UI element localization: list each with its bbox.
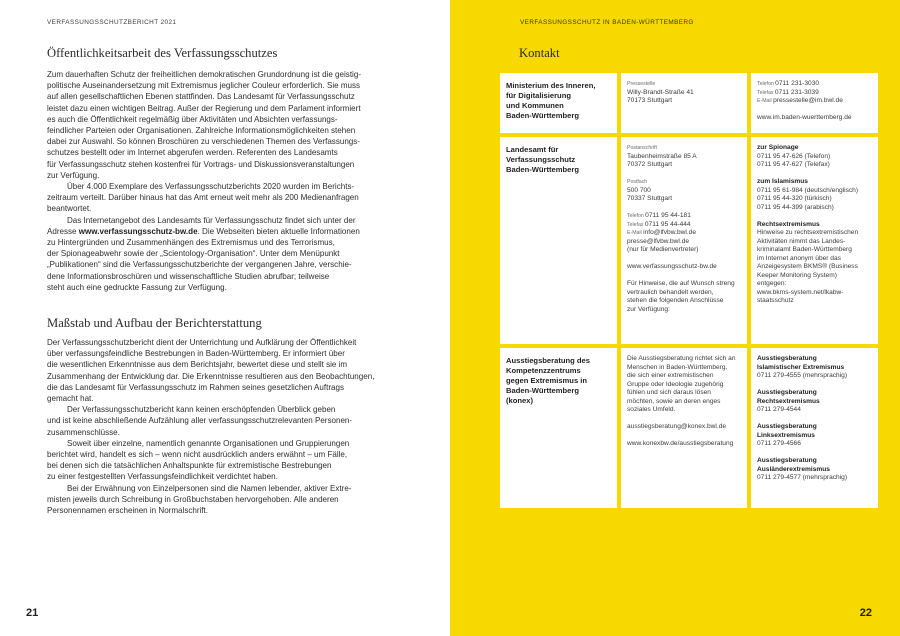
contact-link[interactable]: www.im.baden-wuerttemberg.de <box>757 114 852 121</box>
right-page <box>450 0 900 636</box>
contact-value: 0711 95 44-181 <box>645 212 691 219</box>
text-line: Der Verfassungsschutzbericht dient der Unterrichtung und Aufklärung der Öffentlichkeit <box>47 338 357 347</box>
contact-line <box>757 144 872 153</box>
contact-line <box>627 355 741 364</box>
contact-line <box>627 406 741 415</box>
contact-numbers <box>751 137 878 344</box>
contact-line <box>757 272 872 281</box>
text-line: es auch die Öffentlichkeit regelmäßig über Aktivitäten und Absichten verfassungs- <box>47 114 338 124</box>
contact-value: 70173 Stuttgart <box>627 97 673 104</box>
contact-value: 0711 95 44-320 (türkisch) <box>757 195 832 202</box>
contact-line <box>757 221 872 230</box>
contact-link[interactable]: pressestelle@im.bwl.de <box>773 97 843 104</box>
text-line: zusammenschlüsse. <box>47 427 120 437</box>
field-label: Telefon <box>757 81 776 87</box>
organization-name-line: Baden-Württemberg <box>506 386 579 395</box>
field-label: Telefax <box>627 221 645 228</box>
spacer <box>627 170 741 179</box>
text-span: Adresse <box>47 226 79 236</box>
contact-line <box>627 306 741 315</box>
contact-value: stehen die folgenden Anschlüsse <box>627 297 724 304</box>
contact-line <box>627 246 741 255</box>
contact-line <box>627 80 741 89</box>
contact-line <box>757 161 872 170</box>
contact-line <box>627 381 741 390</box>
contact-link[interactable]: www.verfassungsschutz-bw.de <box>627 263 717 270</box>
contact-value: 0711 231-3039 <box>774 88 819 96</box>
text-line: über verfassungsfeindliche Bestrebungen in Baden-Württemberg. Er informiert über <box>47 349 345 359</box>
organization-name-line: und Kommunen <box>506 101 564 110</box>
contact-link[interactable]: info@lfvbw.bwl.de <box>643 229 697 236</box>
contact-value: vertraulich behandelt werden, <box>627 288 714 296</box>
contact-line <box>627 221 741 230</box>
organization-name-line: Baden-Württemberg <box>506 111 579 120</box>
contact-line <box>627 161 741 170</box>
paragraph <box>47 181 397 215</box>
running-head-left: VERFASSUNGSSCHUTZBERICHT 2021 <box>47 19 177 26</box>
contact-subheading: Linksextremismus <box>757 431 815 439</box>
text-line: berichtet wird, handelt es sich – wenn nicht ausdrücklich anders erwähnt – um Fälle, <box>47 450 348 460</box>
organization-name-line: Baden-Württemberg <box>506 165 579 174</box>
text-line: für Verfassungsschutz stehen kostenfrei für Vortrags- und Diskussionsveranstaltungen <box>47 159 355 169</box>
contact-subheading: Islamistischer Extremismus <box>757 363 845 371</box>
contact-subheading: zum Islamismus <box>757 178 808 185</box>
contact-line <box>627 423 741 432</box>
contact-line <box>627 297 741 306</box>
contact-line <box>757 406 872 415</box>
contact-line <box>757 466 872 475</box>
contact-line <box>627 238 741 247</box>
contact-value: (nur für Medienvertreter) <box>627 246 699 253</box>
text-line: zeitraum verteilt. Darüber hinaus hat das Amt erneut weit mehr als 200 Medienanfragen <box>47 193 359 203</box>
contact-line <box>627 229 741 238</box>
contact-link[interactable]: www.konexbw.de/ausstiegsberatung <box>627 440 734 447</box>
contact-row-konex <box>500 348 878 508</box>
spacer <box>757 449 872 458</box>
contact-line <box>627 153 741 162</box>
contact-line <box>757 440 872 449</box>
contact-line <box>627 97 741 106</box>
contact-numbers <box>751 73 878 133</box>
contact-value: staatsschutz <box>757 297 794 304</box>
heading-oeffentlichkeitsarbeit: Öffentlichkeitsarbeit des Verfassungsschutzes <box>47 46 278 60</box>
text-line: zur Verfügung. <box>47 170 100 180</box>
contact-value: 0711 279-4555 (mehrsprachig) <box>757 372 848 379</box>
contact-value: Aktivitäten nimmt das Landes- <box>757 237 846 245</box>
contact-line <box>627 212 741 221</box>
section-oeffentlichkeitsarbeit-text <box>47 69 397 293</box>
paragraph <box>47 404 397 438</box>
contact-value: Hinweise zu rechtsextremistischen <box>757 229 859 236</box>
text-line: Bei der Erwähnung von Einzelpersonen sind die Namen lebender, aktiver Extre- <box>67 483 352 493</box>
contact-line <box>757 80 872 89</box>
contact-value: 0711 231-3030 <box>775 80 820 87</box>
spacer <box>757 170 872 179</box>
website-link[interactable]: www.verfassungsschutz-bw.de <box>78 226 198 236</box>
contact-line <box>757 280 872 289</box>
contact-subheading: Ausstiegsberatung <box>757 423 817 430</box>
organization-name-line: gegen Extremismus in <box>506 376 588 385</box>
field-label: E-Mail <box>627 230 644 236</box>
contact-line <box>757 389 872 398</box>
contact-row-landesamt <box>500 137 878 344</box>
text-line: die wesentlichen Erkenntnisse aus dem Berichtsjahr, bewertet diese und stellt sie im <box>47 360 348 370</box>
text-line: schutzes bestellt oder im Internet abgerufen werden. Referenten des Landesamts <box>47 148 338 158</box>
contact-line <box>757 178 872 187</box>
contact-line <box>627 144 741 153</box>
contact-subheading: Rechtsextremismus <box>757 220 820 228</box>
contact-value: die sich einer extremistischen <box>627 372 714 379</box>
contact-details <box>621 73 747 133</box>
contact-subheading: zur Spionage <box>757 144 799 151</box>
section-massstab-text <box>47 337 397 516</box>
contact-row-ministerium <box>500 73 878 133</box>
contact-value: möchten, sowie an deren enges <box>627 397 721 405</box>
contact-line <box>627 440 741 449</box>
contact-line <box>757 263 872 272</box>
organization-name-line: Landesamt für <box>506 145 559 154</box>
paragraph <box>47 438 397 483</box>
contact-line <box>757 255 872 264</box>
contact-line <box>757 355 872 364</box>
contact-value: Menschen in Baden-Württemberg, <box>627 363 728 371</box>
contact-value: Die Ausstiegsberatung richtet sich an <box>627 355 736 362</box>
contact-details <box>621 348 747 508</box>
contact-value: kriminalamt Baden-Württemberg <box>757 246 852 253</box>
contact-line <box>757 229 872 238</box>
text-line: zu Hintergründen und Zusammenhängen des Extremismus und des Terrorismus, <box>47 238 335 248</box>
contact-value: 0711 95 44-444 <box>644 220 691 228</box>
contact-line <box>627 372 741 381</box>
contact-organization <box>500 137 617 344</box>
contact-value: Willy-Brandt-Straße 41 <box>627 88 694 96</box>
contact-line <box>757 238 872 247</box>
text-line: Der Verfassungsschutzbericht kann keinen erschöpfenden Überblick geben <box>67 405 336 415</box>
contact-details <box>621 137 747 344</box>
heading-kontakt: Kontakt <box>519 46 560 60</box>
text-span <box>47 238 352 292</box>
paragraph <box>47 69 397 181</box>
text-line: auf allen gesellschaftlichen Ebenen stattfinden. Das Landesamt für Verfassungsschutz <box>47 92 355 102</box>
contact-subheading: Ausstiegsberatung <box>757 457 817 464</box>
contact-line <box>757 297 872 306</box>
text-line: Zum dauerhaften Schutz der freiheitlichen demokratischen Grundordnung ist die geistig- <box>47 70 362 79</box>
paragraph <box>47 215 397 293</box>
contact-line <box>757 114 872 123</box>
field-label: Postfach <box>627 179 648 185</box>
text-line: Über 4.000 Exemplare des Verfassungsschutzberichts 2020 wurden im Berichts- <box>67 182 355 192</box>
contact-value: im Internet anonym über das <box>757 254 841 262</box>
contact-subheading: Rechtsextremismus <box>757 397 820 405</box>
contact-line <box>627 263 741 272</box>
contact-value: 70337 Stuttgart <box>627 195 673 202</box>
contact-value: fühlen und sich daraus lösen <box>627 389 711 396</box>
spacer <box>757 381 872 390</box>
spacer <box>757 415 872 424</box>
organization-name-line: Ministerium des Inneren, <box>506 81 596 90</box>
contact-value: soziales Umfeld. <box>627 406 676 413</box>
text-line: misten jeweils durch Schreibung in Großbuchstaben hervorgehoben. Alle anderen <box>47 494 339 504</box>
contact-line <box>627 178 741 187</box>
text-line: bei denen sich die tatsächlichen Anhaltspunkte für extremistische Bestrebungen <box>47 461 332 471</box>
contact-line <box>757 474 872 483</box>
contact-line <box>627 195 741 204</box>
contact-organization <box>500 73 617 133</box>
field-label: E-Mail <box>757 98 774 104</box>
spacer <box>757 106 872 115</box>
text-line: gemacht hat. <box>47 394 94 404</box>
contact-line <box>757 97 872 106</box>
contact-subheading: Ausstiegsberatung <box>757 355 817 362</box>
contact-line <box>757 364 872 373</box>
paragraph <box>47 483 397 517</box>
text-line: zu einer festgestellten Verfassungsfeindlichkeit verdichtet haben. <box>47 472 278 482</box>
organization-name-line: (konex) <box>506 396 534 405</box>
contact-value: zur Verfügung: <box>627 305 670 313</box>
contact-link[interactable]: ausstiegsberatung@konex.bwl.de <box>627 423 727 430</box>
text-span: . Die Webseiten bieten aktuelle Informationen <box>197 226 360 236</box>
organization-name-line: Kompetenzzentrums <box>506 366 581 375</box>
heading-massstab: Maßstab und Aufbau der Berichterstattung <box>47 316 262 330</box>
contact-value: Gruppe oder Ideologie zugehörig <box>627 380 724 388</box>
contact-value: 70372 Stuttgart <box>627 161 673 168</box>
spacer <box>627 255 741 264</box>
text-line: dene Informationsbroschüren und wissenschaftliche Studien abrufbar; teilweise <box>47 271 330 281</box>
field-label: Telefon <box>627 213 646 219</box>
contact-line <box>757 457 872 466</box>
contact-line <box>757 372 872 381</box>
contact-value: 500 700 <box>627 186 651 194</box>
text-line: und ist keine abschließende Aufzählung aller verfassungsschutzrelevanten Personen- <box>47 416 353 426</box>
running-head-right: VERFASSUNGSSCHUTZ IN BADEN-WÜRTTEMBERG <box>520 19 694 26</box>
spacer <box>757 212 872 221</box>
contact-line <box>627 364 741 373</box>
text-line: beantwortet. <box>47 204 92 214</box>
text-line: feindlicher Parteien oder Organisationen. Zahlreiche Informationsmöglichkeiten stehen <box>47 126 356 136</box>
contact-line <box>627 289 741 298</box>
text-line: Personennamen erscheinen in Normalschrift. <box>47 506 209 516</box>
contact-line <box>757 246 872 255</box>
spacer <box>627 432 741 441</box>
text-line: politische Auseinandersetzung mit Extremismus jeglicher Couleur erforderlich. Sie muss <box>47 81 361 91</box>
contact-line <box>757 398 872 407</box>
organization-name-line: Verfassungsschutz <box>506 155 576 164</box>
text-line: Zusammenhang der Entwicklung dar. Die Erkenntnisse resultieren aus den Beobachtungen, <box>47 371 375 381</box>
text-line: leistet dazu einen wichtigen Beitrag. Außer der Regierung und dem Parlament informiert <box>47 103 361 113</box>
spacer <box>627 204 741 213</box>
contact-subheading: Ausländerextremismus <box>757 465 830 473</box>
contact-value: 0711 95 44-399 (arabisch) <box>757 203 834 211</box>
contact-line <box>627 280 741 289</box>
contact-value: Taubenheimstraße 85 A <box>627 152 697 160</box>
contact-value: 0711 95 61-984 (deutsch/englisch) <box>757 186 859 194</box>
contact-line <box>627 187 741 196</box>
contact-organization <box>500 348 617 508</box>
spacer <box>627 415 741 424</box>
contact-line <box>757 423 872 432</box>
contact-subheading: Ausstiegsberatung <box>757 389 817 396</box>
contact-line <box>627 398 741 407</box>
page-number-right: 22 <box>859 607 872 619</box>
contact-line <box>757 153 872 162</box>
contact-link[interactable]: presse@lfvbw.bwl.de <box>627 237 690 245</box>
field-label: Postanschrift <box>627 145 657 151</box>
contact-value: 0711 279-4544 <box>757 406 801 413</box>
contact-value: Für Hinweise, die auf Wunsch streng <box>627 280 735 287</box>
contact-value: entgegen: <box>757 280 787 287</box>
contact-line <box>757 195 872 204</box>
contact-value: 0711 279-4566 <box>757 440 801 447</box>
contact-line <box>627 389 741 398</box>
contact-value: 0711 95 47-626 (Telefon) <box>757 152 831 160</box>
page-number-left: 21 <box>26 607 39 619</box>
contact-value: 0711 95 47-627 (Telefax) <box>757 161 830 168</box>
contact-line <box>757 432 872 441</box>
contact-line <box>757 289 872 298</box>
contact-line <box>757 204 872 213</box>
organization-name-line: Ausstiegsberatung des <box>506 356 590 365</box>
organization-name-line: für Digitalisierung <box>506 91 571 100</box>
field-label: Pressestelle <box>627 81 656 87</box>
contact-line <box>757 187 872 196</box>
text-line: Soweit über einzelne, namentlich genannte Organisationen und Gruppierungen <box>67 438 350 448</box>
spacer <box>627 272 741 281</box>
text-line: „Publikationen“ sind die Verfassungsschutzberichte der vergangenen Jahre, verschie- <box>47 260 352 270</box>
text-span: Das Internetangebot des Landesamts für Verfassungsschutz findet sich unter der <box>67 215 356 225</box>
text-line: der Spionageabwehr sowie der „Scientology-Organisation“. Unter dem Menüpunkt <box>47 249 340 259</box>
contact-numbers <box>751 348 878 508</box>
contact-link[interactable]: www.bkms-system.net/lkabw- <box>757 288 844 296</box>
contact-value: 0711 279-4577 (mehrsprachig) <box>757 474 848 481</box>
field-label: Telefax <box>757 89 775 96</box>
contact-line <box>757 89 872 98</box>
contact-value: Keeper Monitoring System) <box>757 271 837 279</box>
text-line: dabei zur Auswahl. So können Broschüren zu verschiedenen Themen des Verfassungs- <box>47 137 360 147</box>
contact-value: Anzeigesystem BKMS® (Business <box>757 263 858 270</box>
paragraph <box>47 337 397 404</box>
contact-line <box>627 89 741 98</box>
text-line: steht auch eine gedruckte Fassung zur Verfügung. <box>47 282 227 292</box>
text-line: die das Landesamt für Verfassungsschutz im Rahmen seines gesetzlichen Auftrags <box>47 382 345 392</box>
